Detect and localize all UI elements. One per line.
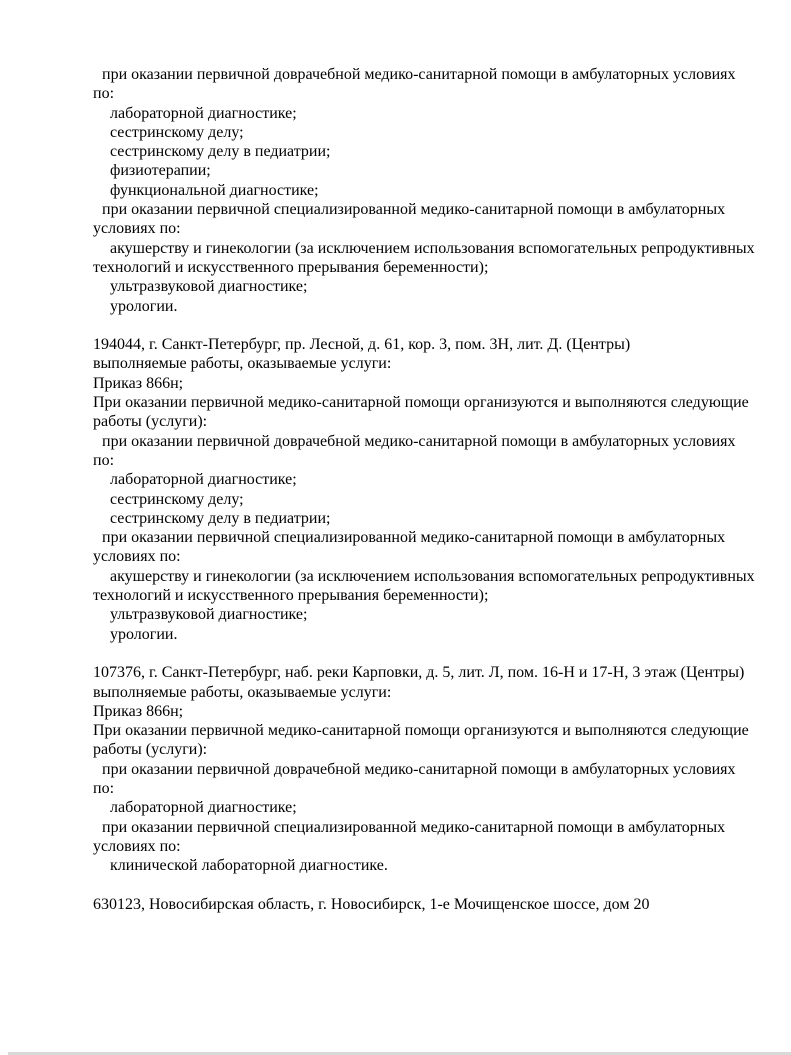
text-line: условиях по: — [93, 220, 181, 238]
text-line: при оказании первичной доврачебной медико-санитарной помощи в амбулаторных условиях — [102, 66, 736, 83]
blank-line — [93, 644, 791, 663]
text-line: ультразвуковой диагностике; — [110, 606, 308, 624]
text-line: выполняемые работы, оказываемые услуги: — [93, 683, 392, 701]
text-line: 194044, г. Санкт-Петербург, пр. Лесной, д. 61, кор. 3, пом. 3Н, лит. Д. (Центры) — [93, 336, 631, 354]
text-line: 107376, г. Санкт-Петербург, наб. реки Карповки, д. 5, лит. Л, пом. 16-Н и 17-Н, 3 этаж (Центры) — [93, 664, 745, 682]
blank-line — [93, 875, 791, 894]
text-line: условиях по: — [93, 837, 181, 855]
text-line: по: — [93, 779, 115, 797]
text-line: Приказ 866н; — [93, 702, 184, 720]
text-line: технологий и искусственного прерывания беременности); — [93, 587, 489, 605]
text-line: работы (услуги): — [93, 413, 208, 431]
text-line: сестринскому делу в педиатрии; — [110, 143, 331, 161]
text-line: выполняемые работы, оказываемые услуги: — [93, 355, 392, 373]
text-line: лабораторной диагностике; — [110, 104, 297, 122]
text-line: Приказ 866н; — [93, 374, 184, 392]
text-line: при оказании первичной специализированной медико-санитарной помощи в амбулаторных — [102, 201, 726, 219]
text-line: сестринскому делу; — [110, 123, 244, 141]
license-text — [93, 65, 791, 914]
text-line: ультразвуковой диагностике; — [110, 278, 308, 296]
text-line: 630123, Новосибирская область, г. Новосибирск, 1-е Мочищенское шоссе, дом 20 — [93, 895, 650, 913]
text-line: При оказании первичной медико-санитарной помощи организуются и выполняются следующие — [93, 722, 749, 740]
text-line: условиях по: — [93, 548, 181, 566]
text-line: работы (услуги): — [93, 741, 208, 759]
text-line: лабораторной диагностике; — [110, 799, 297, 817]
text-line: при оказании первичной специализированной медико-санитарной помощи в амбулаторных — [102, 818, 726, 836]
text-line: при оказании первичной доврачебной медико-санитарной помощи в амбулаторных условиях — [102, 432, 736, 450]
text-line: по: — [93, 85, 115, 103]
text-line: при оказании первичной специализированной медико-санитарной помощи в амбулаторных — [102, 529, 726, 547]
text-line: сестринскому делу; — [110, 490, 244, 508]
text-line: физиотерапии; — [110, 162, 211, 180]
text-line: сестринскому делу в педиатрии; — [110, 509, 331, 527]
text-line: При оказании первичной медико-санитарной помощи организуются и выполняются следующие — [93, 394, 749, 412]
text-line: функциональной диагностике; — [110, 181, 319, 199]
text-line: при оказании первичной доврачебной медико-санитарной помощи в амбулаторных условиях — [102, 760, 736, 778]
text-line: урологии. — [110, 625, 178, 643]
text-line: акушерству и гинекологии (за исключением использования вспомогательных репродуктивных — [110, 239, 755, 257]
text-line: урологии. — [110, 297, 178, 315]
blank-line — [93, 316, 791, 335]
text-line: по: — [93, 451, 115, 469]
text-line: акушерству и гинекологии (за исключением использования вспомогательных репродуктивных — [110, 567, 755, 585]
text-line: клинической лабораторной диагностике. — [110, 857, 388, 875]
text-line: лабораторной диагностике; — [110, 471, 297, 489]
text-line: технологий и искусственного прерывания беременности); — [93, 258, 489, 276]
